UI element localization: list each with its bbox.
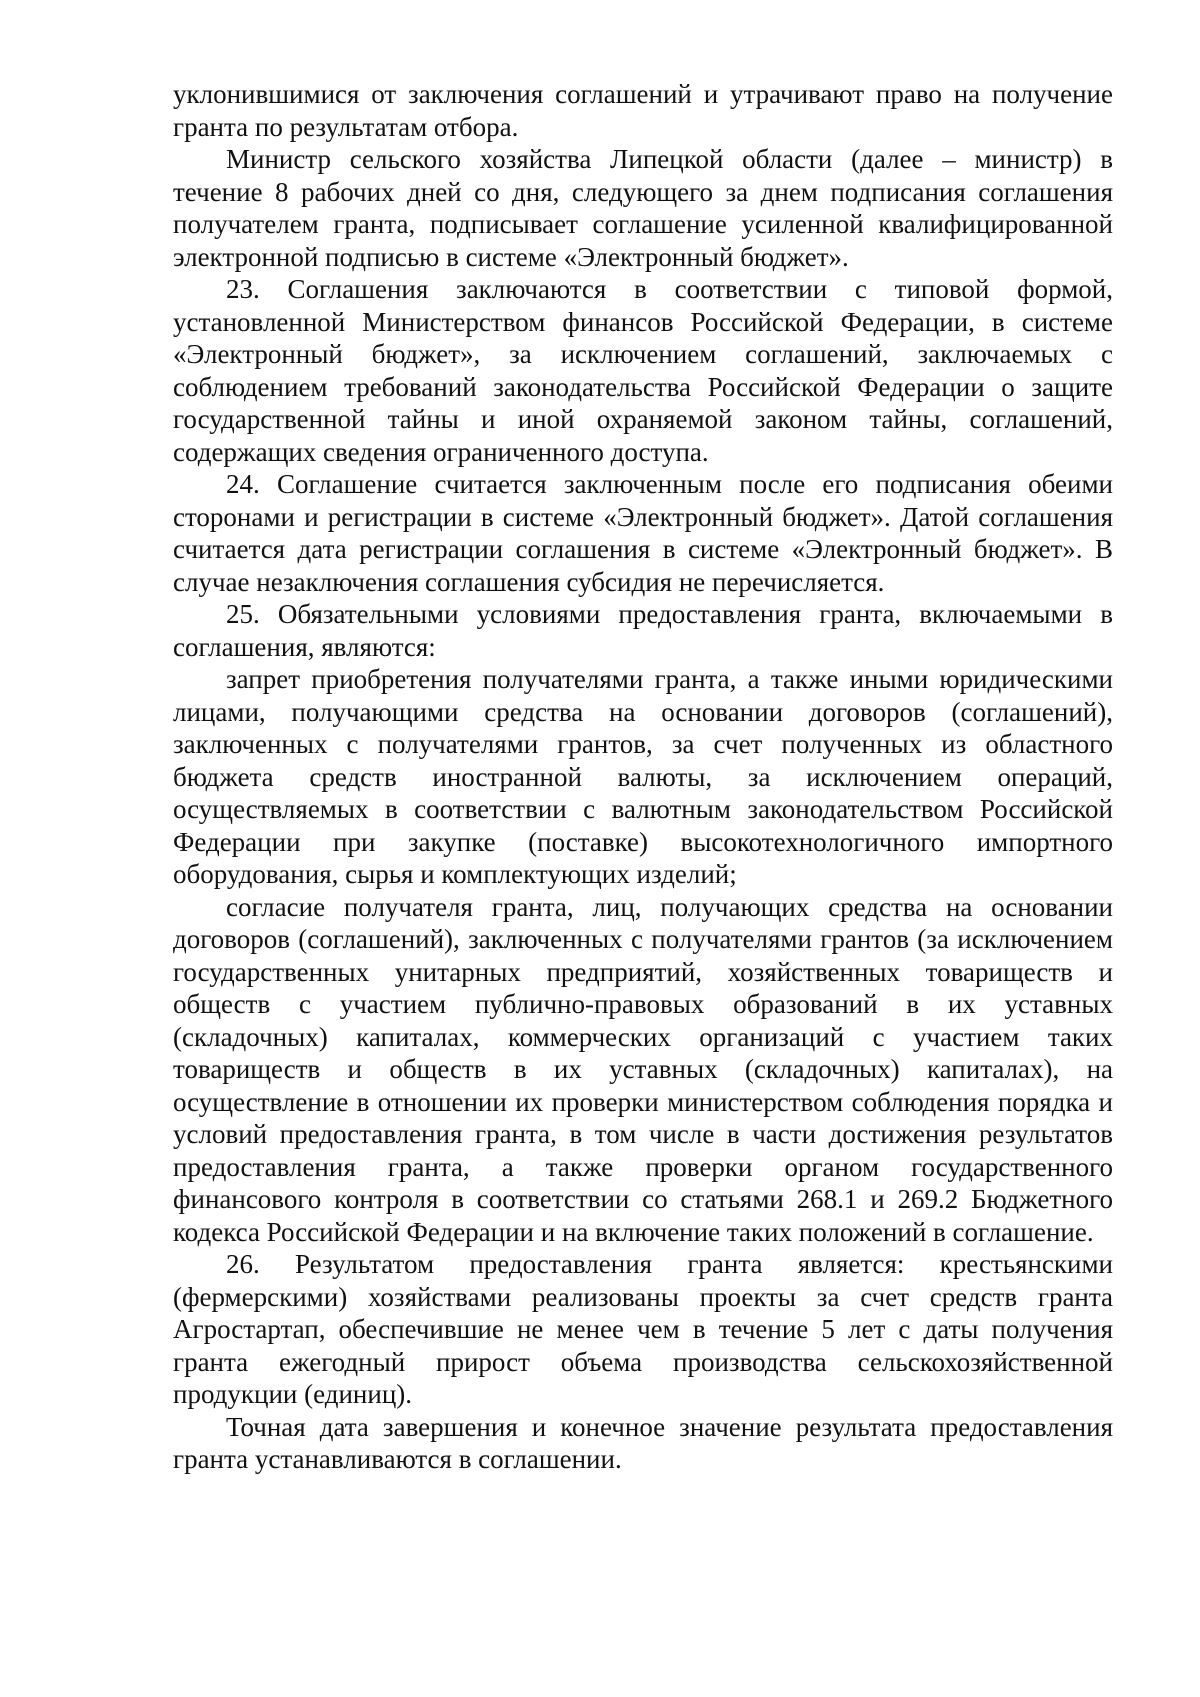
document-body (173, 78, 1113, 1476)
paragraph-23: 23. Соглашения заключаются в соответствии с типовой формой, установленной Министерством финансов Российской Федерации, в системе «Электронный бюджет», за исключением соглашений, заключаемых с соблюдением требований законодательства Российской Федерации о защите государственной тайны и иной охраняемой законом тайны, соглашений, содержащих сведения ограниченного доступа. (173, 274, 1113, 467)
paragraph-currency-ban: запрет приобретения получателями гранта, а также иными юридическими лицами, получающими средства на основании договоров (соглашений), заключенных с получателями грантов, за счет полученных из областного бюджета средств иностранной валюты, за исключением операций, осуществляемых в соответствии с валютным законодательством Российской Федерации при закупке (поставке) высокотехнологичного импортного оборудования, сырья и комплектующих изделий; (173, 664, 1113, 889)
paragraph-continuation: уклонившимися от заключения соглашений и утрачивают право на получение гранта по результатам отбора. (173, 79, 1113, 142)
paragraph-final-date: Точная дата завершения и конечное значение результата предоставления гранта устанавливаются в соглашении. (173, 1411, 1113, 1474)
paragraph-minister-signing: Министр сельского хозяйства Липецкой области (далее – министр) в течение 8 рабочих дней со дня, следующего за днем подписания соглашения получателем гранта, подписывает соглашение усиленной квалифицированной электронной подписью в системе «Электронный бюджет». (173, 144, 1113, 272)
paragraph-consent-inspection: согласие получателя гранта, лиц, получающих средства на основании договоров (соглашений), заключенных с получателями грантов (за исключением государственных унитарных предприятий, хозяйственных товариществ и обществ с участием публично-правовых образований в их уставных (складочных) капиталах, коммерческих организаций с участием таких товариществ и обществ в их уставных (складочных) капиталах), на осуществление в отношении их проверки министерством соблюдения порядка и условий предоставления гранта, в том числе в части достижения результатов предоставления гранта, а также проверки органом государственного финансового контроля в соответствии со статьями 268.1 и 269.2 Бюджетного кодекса Российской Федерации и на включение таких положений в соглашение. (173, 891, 1113, 1247)
paragraph-24: 24. Соглашение считается заключенным после его подписания обеими сторонами и регистрации в системе «Электронный бюджет». Датой соглашения считается дата регистрации соглашения в системе «Электронный бюджет». В случае незаключения соглашения субсидия не перечисляется. (173, 469, 1113, 597)
paragraph-25: 25. Обязательными условиями предоставления гранта, включаемыми в соглашения, являются: (173, 599, 1113, 662)
paragraph-26: 26. Результатом предоставления гранта является: крестьянскими (фермерскими) хозяйствами реализованы проекты за счет средств гранта Агростартап, обеспечившие не менее чем в течение 5 лет с даты получения гранта ежегодный прирост объема производства сельскохозяйственной продукции (единиц). (173, 1249, 1113, 1409)
